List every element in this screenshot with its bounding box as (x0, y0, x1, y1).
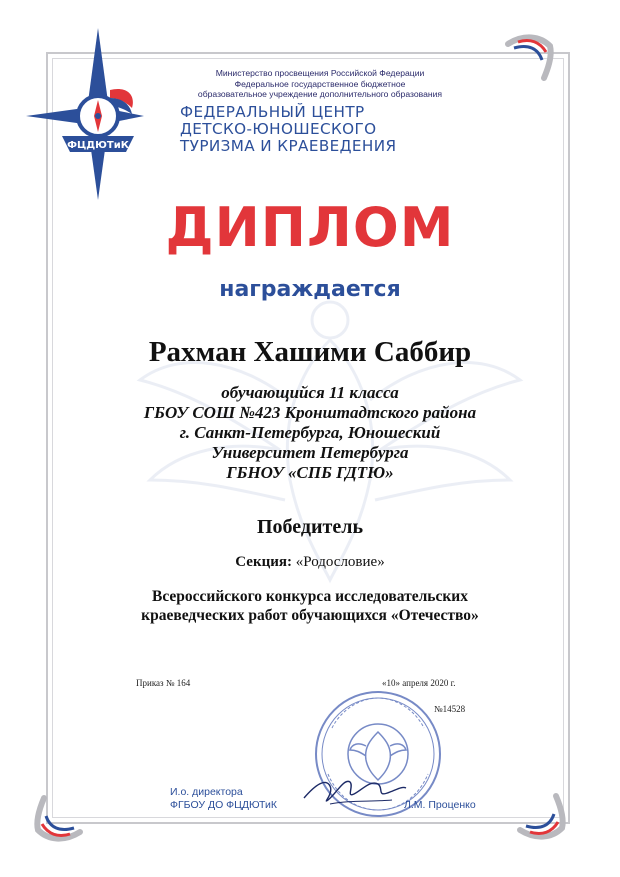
contest-name (0, 588, 620, 625)
center-name-line-3: ТУРИЗМА И КРАЕВЕДЕНИЯ (180, 136, 397, 155)
signer-title (170, 786, 277, 812)
details-line-4: Университет Петербурга (211, 443, 409, 462)
section-value: «Родословие» (295, 554, 385, 570)
logo-text: ФЦДЮТиК (67, 140, 129, 151)
section-line (0, 554, 620, 571)
corner-ornament-top-right-icon (500, 30, 558, 88)
center-name-line-1: ФЕДЕРАЛЬНЫЙ ЦЕНТР (180, 102, 365, 121)
ministry-line-3: образовательное учреждение дополнительного образования (197, 89, 443, 99)
ministry-line-2: Федеральное государственное бюджетное (234, 78, 406, 89)
contest-line-1: Всероссийского конкурса исследовательских (152, 588, 468, 605)
details-line-1: обучающийся 11 класса (221, 383, 399, 402)
section-label: Секция: (235, 554, 292, 570)
diploma-title: ДИПЛОМ (165, 196, 455, 259)
details-line-3: г. Санкт-Петербурга, Юношеский (179, 423, 441, 442)
signature-icon (300, 764, 410, 814)
header (180, 68, 460, 155)
details-line-5: ГБНОУ «СПБ ГДТЮ» (226, 463, 394, 482)
center-name (180, 104, 460, 155)
details-line-2: ГБОУ СОШ №423 Кронштадтского района (143, 403, 477, 422)
center-name-line-2: ДЕТСКО-ЮНОШЕСКОГО (180, 119, 377, 138)
ministry-text (180, 68, 460, 100)
order-number: Приказ № 164 (136, 678, 191, 688)
recipient-name: Рахман Хашими Саббир (148, 336, 472, 368)
registration-number: №14528 (434, 704, 466, 714)
fcdyutik-compass-logo-icon (22, 24, 150, 204)
issue-date: «10» апреля 2020 г. (382, 678, 456, 688)
signer-title-line-2: ФГБОУ ДО ФЦДЮТиК (170, 799, 277, 811)
awarded-text: награждается (219, 277, 401, 302)
ministry-line-1: Министерство просвещения Российской Федерации (215, 68, 425, 78)
result-title: Победитель (256, 516, 364, 538)
corner-ornament-bottom-right-icon (512, 786, 570, 844)
contest-line-2: краеведческих работ обучающихся «Отечество» (141, 606, 479, 624)
corner-ornament-bottom-left-icon (30, 788, 88, 846)
signer-title-line-1: И.о. директора (170, 786, 243, 798)
recipient-details (0, 383, 620, 483)
signer-name: Л.М. Проценко (404, 799, 476, 811)
